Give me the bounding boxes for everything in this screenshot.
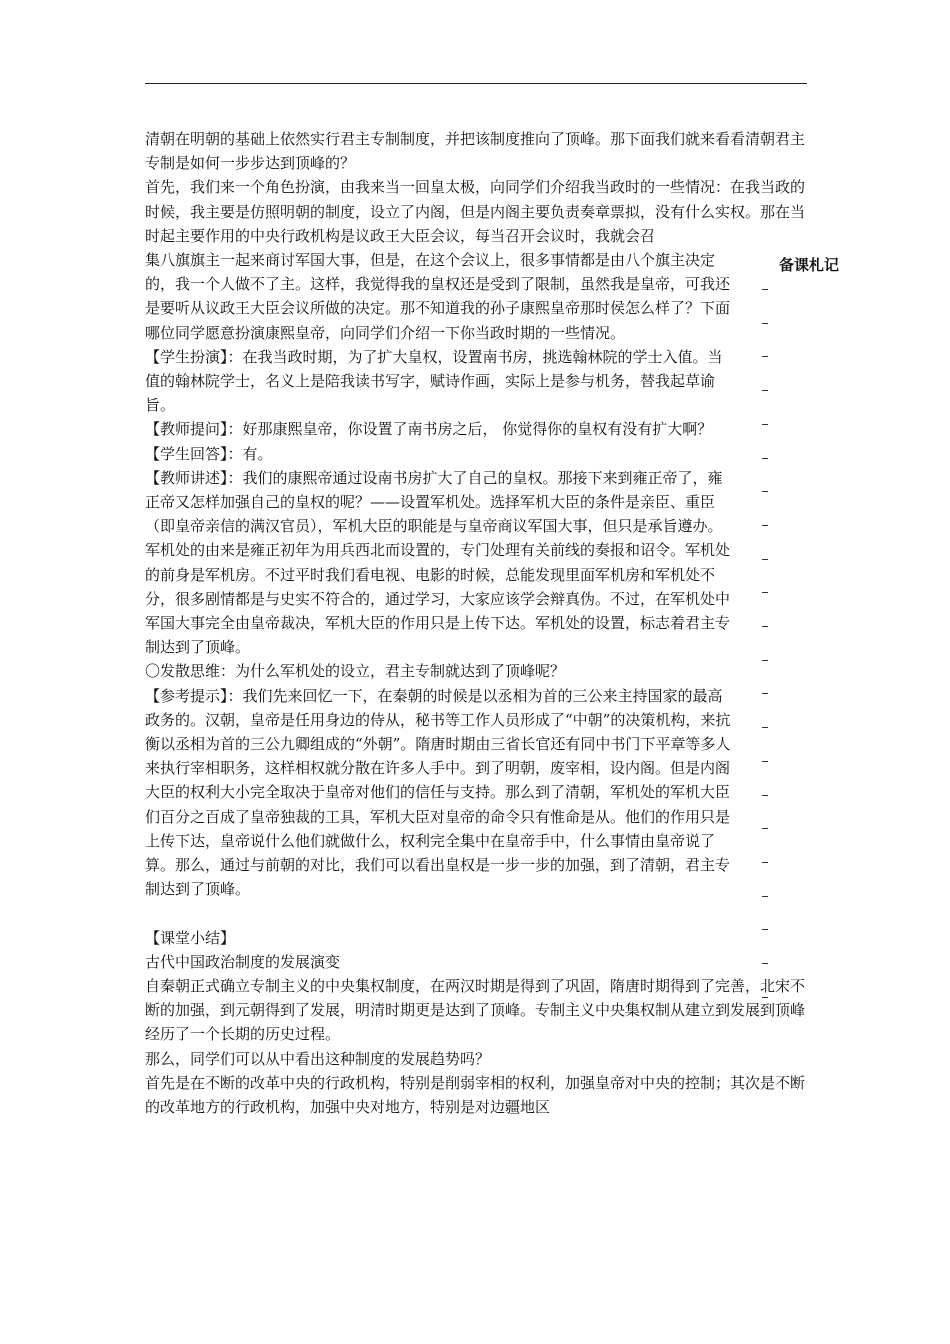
notes-dash	[762, 828, 768, 829]
section-heading: 【课堂小结】	[145, 928, 236, 947]
paragraph: 【教师提问】：好那康熙皇帝，你设置了南书房之后， 你觉得你的皇权有没有扩大啊？	[145, 420, 713, 439]
notes-dash	[762, 592, 768, 593]
notes-dash	[762, 761, 768, 762]
notes-dash	[762, 963, 768, 964]
header-rule	[145, 83, 807, 84]
paragraph: 首先是在不断的改革中央的行政机构，特别是削弱宰相的权利，加强皇帝对中央的控制；其次是不断的改革地方的行政机构，加强中央对地方，特别是对边疆地区	[145, 1073, 806, 1116]
notes-dash	[762, 424, 768, 425]
body-text	[145, 127, 807, 1119]
paragraph: 那么，同学们可以从中看出这种制度的发展趋势吗？	[145, 1049, 491, 1068]
notes-dash	[762, 896, 768, 897]
notes-dash	[762, 289, 768, 290]
notes-dash	[762, 626, 768, 627]
paragraph: 集八旗旗主一起来商讨军国大事，但是，在这个会议上，很多事情都是由八个旗主决定的，我一个人做不了主。这样，我觉得我的皇权还是受到了限制，虽然我是皇帝，可我还是要听从议政王大臣会议所做的决定。那不知道我的孙子康熙皇帝那时侯怎么样了？下面哪位同学愿意扮演康熙皇帝，向同学们介绍一下你当政时期的一些情况。	[145, 251, 731, 342]
notes-dash	[762, 458, 768, 459]
sidebar-title: 备课札记	[779, 256, 840, 274]
paragraph: 清朝在明朝的基础上依然实行君主专制制度，并把该制度推向了顶峰。那下面我们就来看看清朝君主专制是如何一步步达到顶峰的？	[145, 130, 806, 173]
paragraph: 【参考提示】：我们先来回忆一下，在秦朝的时候是以丞相为首的三公来主持国家的最高政务的。汉朝，皇帝是任用身边的侍从，秘书等工作人员形成了“中朝”的决策机构，来抗衡以丞相为首的三公九卿组成的“外朝”。隋唐时期由三省长官还有同中书门下平章等多人来执行宰相职务，这样相权就分散在许多人手中。到了明朝，废宰相，设内阁。但是内阁大臣的权利大小完全取决于皇帝对他们的信任与支持。那么到了清朝，军机处的军机大臣们百分之百成了皇帝独裁的工具，军机大臣对皇帝的命令只有惟命是从。他们的作用只是上传下达，皇帝说什么他们就做什么，权利完全集中在皇帝手中，什么事情由皇帝说了算。那么，通过与前朝的对比，我们可以看出皇权是一步一步的加强，到了清朝，君主专制达到了顶峰。	[145, 686, 731, 899]
paragraph: 古代中国政治制度的发展演变	[145, 952, 341, 971]
notes-dash	[762, 559, 768, 560]
notes-dash	[762, 660, 768, 661]
paragraph: 【学生回答】：有。	[145, 444, 273, 463]
notes-dash	[762, 356, 768, 357]
notes-dash	[762, 929, 768, 930]
notes-dash	[762, 727, 768, 728]
notes-dash	[762, 795, 768, 796]
paragraph: 首先，我们来一个角色扮演，由我来当一回皇太极，向同学们介绍我当政时的一些情况：在我当政的时候，我主要是仿照明朝的制度，设立了内阁，但是内阁主要负责奏章票拟，没有什么实权。那在当时起主要作用的中央行政机构是议政王大臣会议，每当召开会议时，我就会召	[145, 178, 806, 245]
paragraph: 军机处的由来是雍正初年为用兵西北而设置的，专门处理有关前线的奏报和诏令。军机处的前身是军机房。不过平时我们看电视、电影的时候，总能发现里面军机房和军机处不分，很多剧情都是与史实不符合的，通过学习，大家应该学会辩真伪。不过，在军机处中军国大事完全由皇帝裁决，军机大臣的作用只是上传下达。军机处的设置，标志着君主专制达到了顶峰。	[145, 541, 731, 657]
notes-dash	[762, 525, 768, 526]
paragraph: 自秦朝正式确立专制主义的中央集权制度，在两汉时期是得到了巩固，隋唐时期得到了完善，北宋不断的加强，到元朝得到了发展，明清时期更是达到了顶峰。专制主义中央集权制从建立到发展到顶峰经历了一个长期的历史过程。	[145, 976, 806, 1044]
notes-dash	[762, 491, 768, 492]
paragraph: 〇发散思维：为什么军机处的设立，君主专制就达到了顶峰呢？	[145, 662, 566, 681]
paragraph: 【学生扮演】：在我当政时期，为了扩大皇权，设置南书房，挑选翰林院的学士入值。当值的翰林院学士，名义上是陪我读书写字，赋诗作画，实际上是参与机务，替我起草谕旨。	[145, 347, 723, 415]
notes-dash	[762, 997, 768, 998]
notes-dash	[762, 323, 768, 324]
notes-dash	[762, 693, 768, 694]
notes-dash	[762, 390, 768, 391]
notes-dash	[762, 862, 768, 863]
paragraph: 【教师讲述】：我们的康熙帝通过设南书房扩大了自己的皇权。那接下来到雍正帝了，雍正帝又怎样加强自己的皇权的呢？——设置军机处。选择军机大臣的条件是亲臣、重臣（即皇帝亲信的满汉官员），军机大臣的职能是与皇帝商议军国大事，但只是承旨遵办。	[145, 468, 723, 536]
blank-line	[145, 902, 807, 926]
